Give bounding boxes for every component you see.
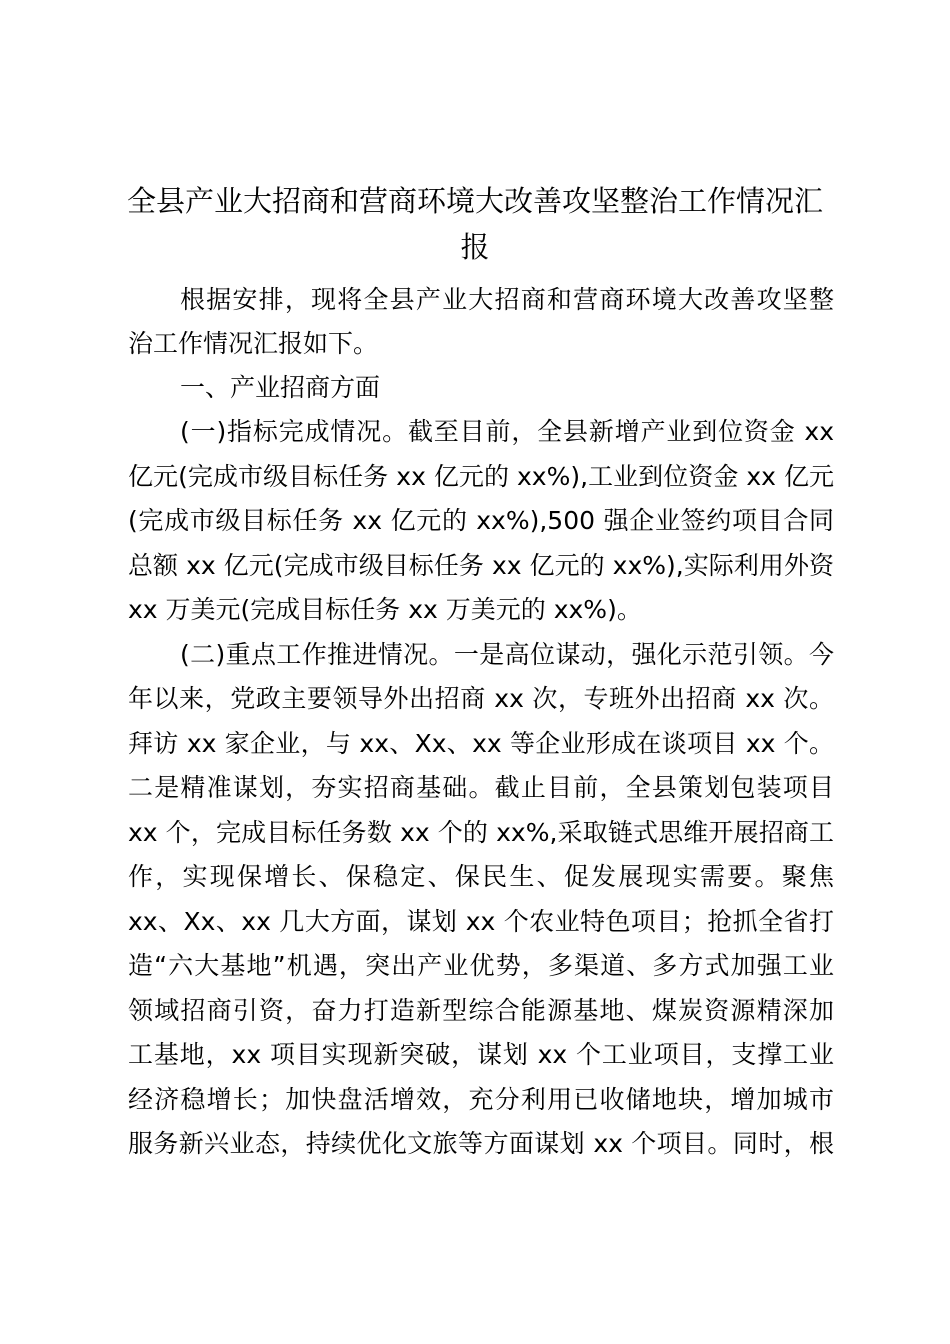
- body-line: 领域招商引资，奋力打造新型综合能源基地、煤炭资源精深加: [128, 996, 834, 1025]
- body-line: 造“六大基地”机遇，突出产业优势，多渠道、多方式加强工业: [128, 951, 834, 980]
- section-heading: 一、产业招商方面: [180, 373, 381, 402]
- body-line: 治工作情况汇报如下。: [128, 329, 379, 358]
- body-line: 工基地，xx 项目实现新突破，谋划 xx 个工业项目，支撑工业: [128, 1040, 834, 1069]
- body-line: 拜访 xx 家企业，与 xx、Xx、xx 等企业形成在谈项目 xx 个。: [128, 729, 834, 758]
- body-line: 根据安排，现将全县产业大招商和营商环境大改善攻坚整: [180, 285, 834, 314]
- body-line: (完成市级目标任务 xx 亿元的 xx%),500 强企业签约项目合同: [128, 506, 834, 535]
- body-line: xx 万美元(完成目标任务 xx 万美元的 xx%)。: [128, 595, 642, 624]
- body-line: xx 个，完成目标任务数 xx 个的 xx%,采取链式思维开展招商工: [128, 818, 834, 847]
- body-line: 服务新兴业态，持续优化文旅等方面谋划 xx 个项目。同时，根: [128, 1129, 834, 1158]
- body-line: 作，实现保增长、保稳定、保民生、促发展现实需要。聚焦: [128, 862, 834, 891]
- body-line: 二是精准谋划，夯实招商基础。截止目前，全县策划包装项目: [128, 773, 834, 802]
- body-line: xx、Xx、xx 几大方面，谋划 xx 个农业特色项目；抢抓全省打: [128, 907, 834, 936]
- body-line: 经济稳增长；加快盘活增效，充分利用已收储地块，增加城市: [128, 1085, 834, 1114]
- title-line-1: 全县产业大招商和营商环境大改善攻坚整治工作情况汇: [126, 184, 823, 218]
- document-title: [120, 178, 830, 270]
- body-line: 亿元(完成市级目标任务 xx 亿元的 xx%),工业到位资金 xx 亿元: [128, 462, 834, 491]
- body-line: (二)重点工作推进情况。一是高位谋动，强化示范引领。今: [180, 640, 834, 669]
- title-line-2: 报: [460, 230, 490, 264]
- body-line: 年以来，党政主要领导外出招商 xx 次，专班外出招商 xx 次。: [128, 684, 834, 713]
- body-line: 总额 xx 亿元(完成市级目标任务 xx 亿元的 xx%),实际利用外资: [128, 551, 834, 580]
- body-line: (一)指标完成情况。截至目前，全县新增产业到位资金 xx: [180, 417, 834, 446]
